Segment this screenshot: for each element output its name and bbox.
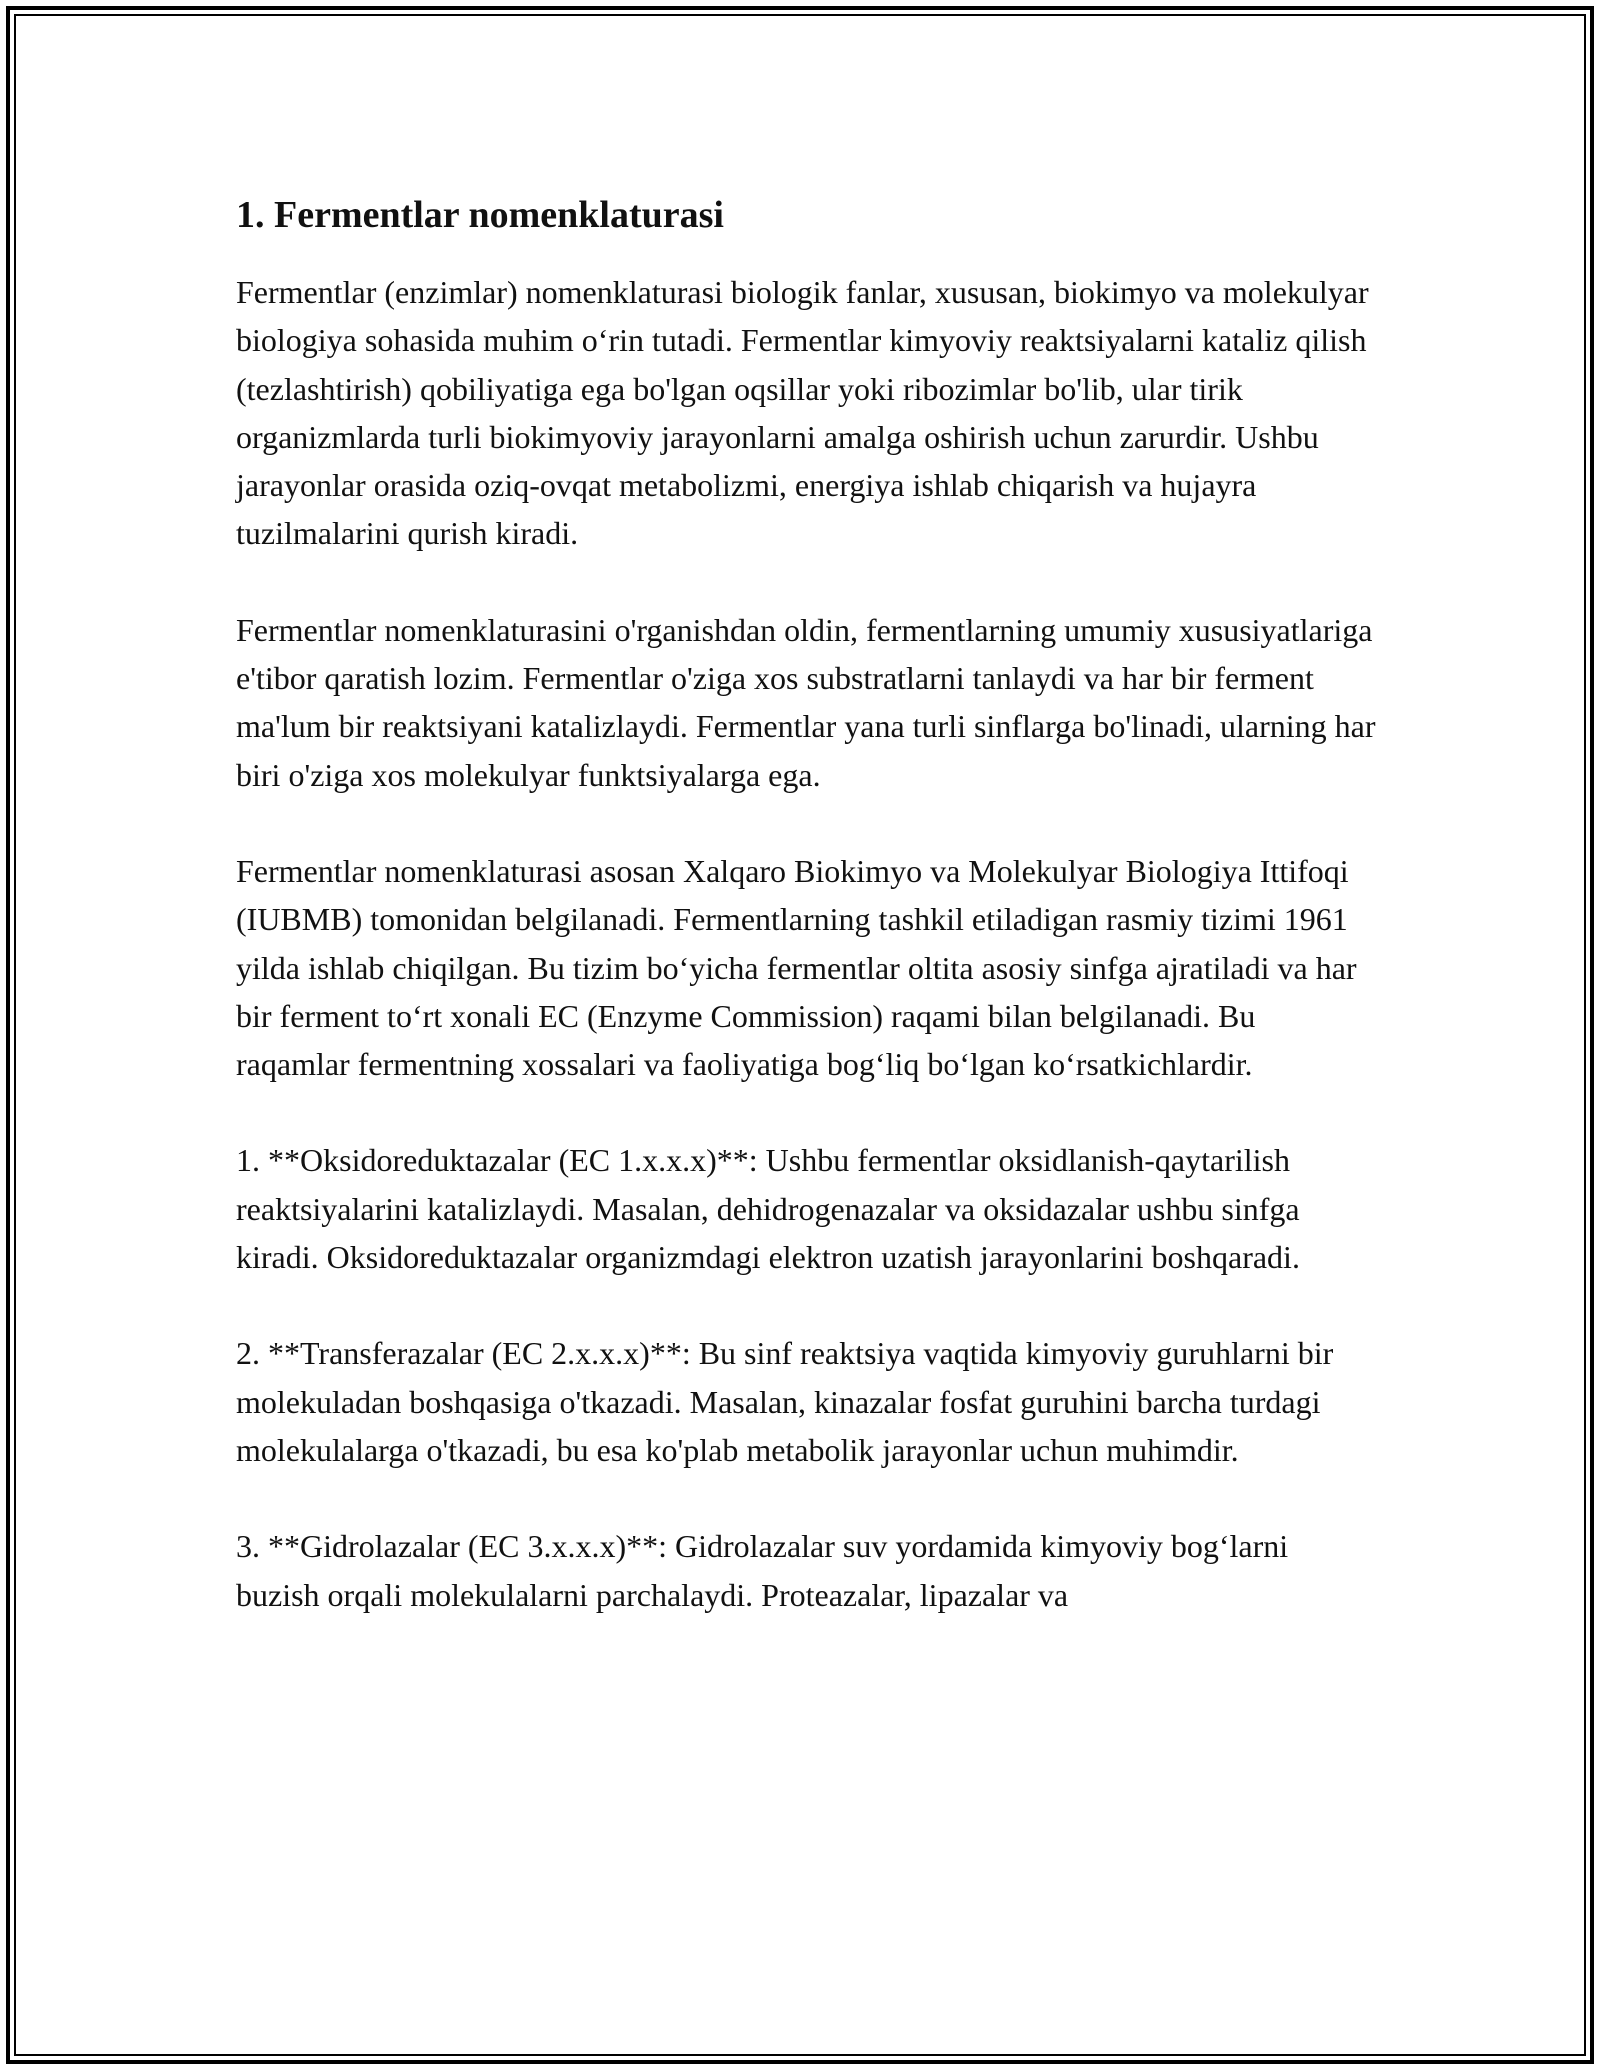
paragraph-iubmb-system: Fermentlar nomenklaturasi asosan Xalqaro Biokimyo va Molekulyar Biologiya Ittifoqi (IUBMB) tomonidan belgilanadi. Fermentlarning tashkil etiladigan rasmiy tizimi 1961 yilda ishlab chiqilgan. Bu tizim bo‘yicha fermentlar oltita asosiy sinfga ajratiladi va har bir ferment to‘rt xonali EC (Enzyme Commission) raqami bilan belgilanadi. Bu raqamlar fermentning xossalari va faoliyatiga bog‘liq bo‘lgan ko‘rsatkichlardir. [236,852,1357,1083]
document-body [236,190,1376,1667]
list-item-oxidoreductases: 1. **Oksidoreduktazalar (EC 1.x.x.x)**: Ushbu fermentlar oksidlanish-qaytarilish reaktsiyalarini katalizlaydi. Masalan, dehidrogenazalar va oksidazalar ushbu sinfga kiradi. Oksidoreduktazalar organizmdagi elektron uzatish jarayonlarini boshqaradi. [236,1142,1300,1276]
list-item-hydrolases: 3. **Gidrolazalar (EC 3.x.x.x)**: Gidrolazalar suv yordamida kimyoviy bog‘larni buzish orqali molekulalarni parchalaydi. Proteazalar, lipazalar va [236,1528,1289,1613]
section-heading: 1. Fermentlar nomenklaturasi [236,194,724,236]
paragraph-general-properties: Fermentlar nomenklaturasini o'rganishdan oldin, fermentlarning umumiy xususiyatlariga e'tibor qaratish lozim. Fermentlar o'ziga xos substratlarni tanlaydi va har bir ferment ma'lum bir reaktsiyani katalizlaydi. Fermentlar yana turli sinflarga bo'linadi, ularning har biri o'ziga xos molekulyar funktsiyalarga ega. [236,611,1376,793]
list-item-transferases: 2. **Transferazalar (EC 2.x.x.x)**: Bu sinf reaktsiya vaqtida kimyoviy guruhlarni bir molekuladan boshqasiga o'tkazadi. Masalan, kinazalar fosfat guruhini barcha turdagi molekulalarga o'tkazadi, bu esa ko'plab metabolik jarayonlar uchun muhimdir. [236,1335,1334,1468]
paragraph-intro: Fermentlar (enzimlar) nomenklaturasi biologik fanlar, xususan, biokimyo va molekulyar biologiya sohasida muhim o‘rin tutadi. Fermentlar kimyoviy reaktsiyalarni kataliz qilish (tezlashtirish) qobiliyatiga ega bo'lgan oqsillar yoki ribozimlar bo'lib, ular tirik organizmlarda turli biokimyoviy jarayonlarni amalga oshirish uchun zarurdir. Ushbu jarayonlar orasida oziq-ovqat metabolizmi, energiya ishlab chiqarish va hujayra tuzilmalarini qurish kiradi. [236,274,1369,552]
